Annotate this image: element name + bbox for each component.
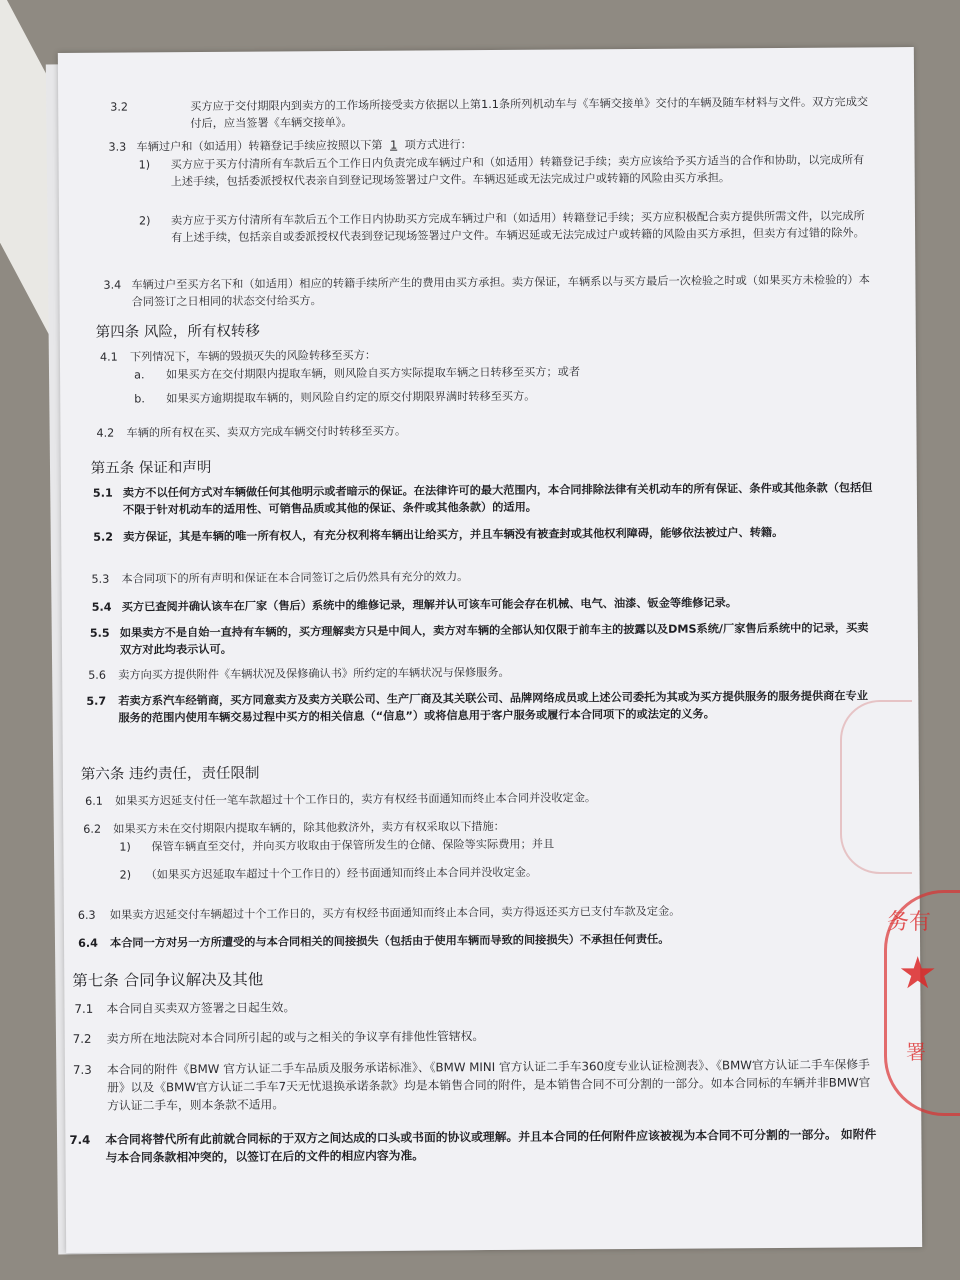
clause-number: 3.2 bbox=[110, 100, 129, 114]
clause-text: 本合同项下的所有声明和保证在本合同签订之后仍然具有充分的效力。 bbox=[121, 570, 469, 586]
clause-7-4 bbox=[65, 1125, 921, 1167]
clause-number: 3.4 bbox=[103, 278, 122, 292]
item-number: 1) bbox=[119, 840, 131, 854]
clause-text: 买方已查阅并确认该车在厂家（售后）系统中的维修记录，理解并认可该车可能会存在机械、电气、油漆、钣金等维修记录。 bbox=[121, 596, 738, 614]
clause-6-3 bbox=[64, 901, 920, 924]
faded-stamp-mark bbox=[840, 700, 912, 874]
clause-3-2 bbox=[58, 93, 914, 133]
clause-number: 5.7 bbox=[86, 694, 107, 708]
item-text: 保管车辆直至交付，并向买方收取由于保管所发生的仓储、保险等实际费用；并且 bbox=[151, 837, 555, 854]
clause-3-4 bbox=[59, 271, 915, 311]
clause-text: 如果卖方不是自始一直持有车辆的，买方理解卖方只是中间人，卖方对车辆的全部认知仅限于前车主的披露以及DMS系统/厂家售后系统中的记录，买卖双方对此均表示认可。 bbox=[119, 621, 869, 657]
section-4-title: 第四条 风险，所有权转移 bbox=[95, 323, 260, 341]
clause-4-1-b bbox=[60, 385, 916, 408]
clause-6-2-2 bbox=[64, 861, 920, 884]
clause-5-2 bbox=[61, 523, 917, 546]
clause-number: 6.2 bbox=[83, 822, 102, 836]
clause-number: 5.2 bbox=[93, 530, 114, 544]
section-6-title: 第六条 违约责任，责任限制 bbox=[80, 765, 260, 783]
clause-text: 如果买方未在交付期限内提取车辆的，除其他救济外，卖方有权采取以下措施： bbox=[113, 819, 505, 836]
clause-text: 卖方向买方提供附件《车辆状况及保修确认书》所约定的车辆状况与保修服务。 bbox=[118, 665, 510, 682]
clause-number: 3.3 bbox=[108, 140, 127, 154]
clause-text: 如果卖方迟延交付车辆超过十个工作日的，买方有权经书面通知而终止本合同，卖方得返还买方已支付车款及定金。 bbox=[109, 904, 681, 922]
clause-text: 卖方不以任何方式对车辆做任何其他明示或者暗示的保证。在法律许可的最大范围内，本合同排除法律有关机动车的所有保证、条件或其他条款（包括但不限于针对机动车的适用性、可销售品质或其他的保证、条件或其他条款）的适用。 bbox=[122, 481, 873, 517]
clause-5-5 bbox=[62, 619, 918, 659]
item-number: b. bbox=[134, 392, 145, 406]
seal-text-top: 务有 bbox=[887, 910, 932, 935]
clause-3-3-2 bbox=[59, 207, 915, 247]
contract-page bbox=[58, 47, 922, 1253]
clause-number: 6.3 bbox=[77, 908, 96, 922]
item-text: 卖方应于买方付清所有车款后五个工作日内协助买方完成车辆过户和（如适用）转籍登记手续；买方应积极配合卖方提供所需文件，以完成所有上述手续，包括亲自或委派授权代表到登记现场签署过户文件。车辆迟延或无法完成过户或转籍的风险由买方承担，但卖方有过错的除外。 bbox=[170, 209, 865, 245]
clause-text: 本合同的附件《BMW 官方认证二手车品质及服务承诺标准》、《BMW MINI 官方认证二手车360度专业认证检测表》、《BMW官方认证二手车保修手册》以及《BMW官方认证二手车7天无忧退换承诺条款》均是本销售合同的附件，是本销售合同不可分割的一部分。如本合同标的车辆并非BMW官方认证二手车，则本条款不适用。 bbox=[106, 1057, 871, 1113]
clause-text: 车辆的所有权在买、卖双方完成车辆交付时转移至买方。 bbox=[126, 424, 407, 440]
clause-number: 4.1 bbox=[99, 350, 118, 364]
clause-number: 7.1 bbox=[74, 1001, 94, 1016]
item-text: 如果买方逾期提取车辆的，则风险自约定的原交付期限界满时转移至买方。 bbox=[166, 389, 536, 406]
item-number: 2) bbox=[138, 214, 151, 228]
clause-number: 6.1 bbox=[85, 794, 103, 808]
clause-number: 5.1 bbox=[92, 486, 113, 500]
clause-4-2 bbox=[60, 419, 916, 442]
clause-text: 本合同将替代所有此前就合同标的于双方之间达成的口头或书面的协议或理解。并且本合同的任何附件应该被视为本合同不可分割的一部分。 如附件与本合同条款相冲突的，以签订在后的文件的相应内容为准。 bbox=[105, 1127, 877, 1165]
clause-text: 若卖方系汽车经销商，买方同意卖方及卖方关联公司、生产厂商及其关联公司、品牌网络成员或上述公司委托为其或为买方提供服务的服务提供商在专业服务的范围内使用车辆交易过程中买方的相关信息（“信息”）或将信息用于客户服务或履行本合同项下的或法定的义务。 bbox=[118, 689, 868, 725]
clause-5-3 bbox=[61, 565, 917, 588]
filled-blank: 1 bbox=[390, 138, 398, 152]
clause-6-4 bbox=[64, 929, 920, 952]
clause-6-1 bbox=[63, 787, 919, 810]
clause-number: 5.6 bbox=[88, 668, 107, 682]
section-5-title: 第五条 保证和声明 bbox=[90, 459, 212, 477]
clause-number: 7.3 bbox=[72, 1062, 92, 1077]
clause-3-3-1 bbox=[59, 151, 915, 191]
clause-number: 7.4 bbox=[69, 1132, 91, 1147]
clause-5-1 bbox=[61, 479, 917, 519]
seal-text-bottom: 署 bbox=[906, 1040, 926, 1064]
clause-text: 下列情况下，车辆的毁损灭失的风险转移至买方： bbox=[129, 348, 377, 364]
item-text: 如果买方在交付期限内提取车辆，则风险自买方实际提取车辆之日转移至买方；或者 bbox=[166, 365, 581, 382]
clause-text: 卖方保证，其是车辆的唯一所有权人，有充分权利将车辆出让给买方，并且车辆没有被查封或其他权利障碍，能够依法被过户、转籍。 bbox=[123, 525, 784, 544]
clause-number: 7.2 bbox=[72, 1031, 92, 1046]
seal-star-icon: ★ bbox=[898, 948, 938, 999]
section-7-title: 第七条 合同争议解决及其他 bbox=[72, 970, 264, 990]
clause-text: 项方式进行： bbox=[404, 138, 472, 152]
clause-5-4 bbox=[62, 593, 918, 616]
clause-7-3 bbox=[65, 1055, 921, 1115]
clause-text: 卖方所在地法院对本合同所引起的或与之相关的争议享有排他性管辖权。 bbox=[106, 1029, 485, 1046]
item-number: a. bbox=[134, 368, 145, 382]
clause-7-2 bbox=[65, 1025, 921, 1048]
clause-text: 如果买方迟延支付任一笔车款超过十个工作日的，卖方有权经书面通知而终止本合同并没收定金。 bbox=[115, 791, 597, 808]
clause-text: 本合同一方对另一方所遭受的与本合同相关的间接损失（包括由于使用车辆而导致的间接损失）不承担任何责任。 bbox=[109, 932, 670, 950]
clause-text: 本合同自买卖双方签署之日起生效。 bbox=[106, 1000, 296, 1016]
clause-5-7 bbox=[62, 687, 918, 727]
clause-number: 5.3 bbox=[91, 572, 110, 586]
clause-text: 车辆过户至买方名下和（如适用）相应的转籍手续所产生的费用由买方承担。卖方保证，车辆系以与买方最后一次检验之时或（如果买方未检验的）本合同签订之日相同的状态交付给买方。 bbox=[131, 273, 870, 309]
clause-number: 5.5 bbox=[89, 626, 110, 640]
item-text: 买方应于买方付清所有车款后五个工作日内负责完成车辆过户和（如适用）转籍登记手续；卖方应该给予买方适当的合作和协助，以完成所有上述手续，包括委派授权代表亲自到登记现场签署过户文件。车辆迟延或无法完成过户或转籍的风险由买方承担。 bbox=[170, 153, 865, 189]
clause-number: 5.4 bbox=[91, 600, 112, 614]
clause-text: 车辆过户和（如适用）转籍登记手续应按照以下第 bbox=[136, 138, 383, 154]
item-number: 2) bbox=[119, 868, 132, 882]
clause-text: 买方应于交付期限内到卖方的工作场所接受卖方依据以上第1.1条所列机动车与《车辆交接单》交付的车辆及随车材料与文件。双方完成交付后，应当签署《车辆交接单》。 bbox=[190, 95, 869, 131]
clause-7-1 bbox=[64, 995, 920, 1018]
item-number: 1) bbox=[138, 158, 151, 172]
item-text: （如果买方迟延取车超过十个工作日的）经书面通知而终止本合同并没收定金。 bbox=[145, 865, 538, 882]
clause-number: 6.4 bbox=[77, 936, 98, 950]
clause-5-6 bbox=[62, 661, 918, 684]
clause-number: 4.2 bbox=[96, 426, 115, 440]
